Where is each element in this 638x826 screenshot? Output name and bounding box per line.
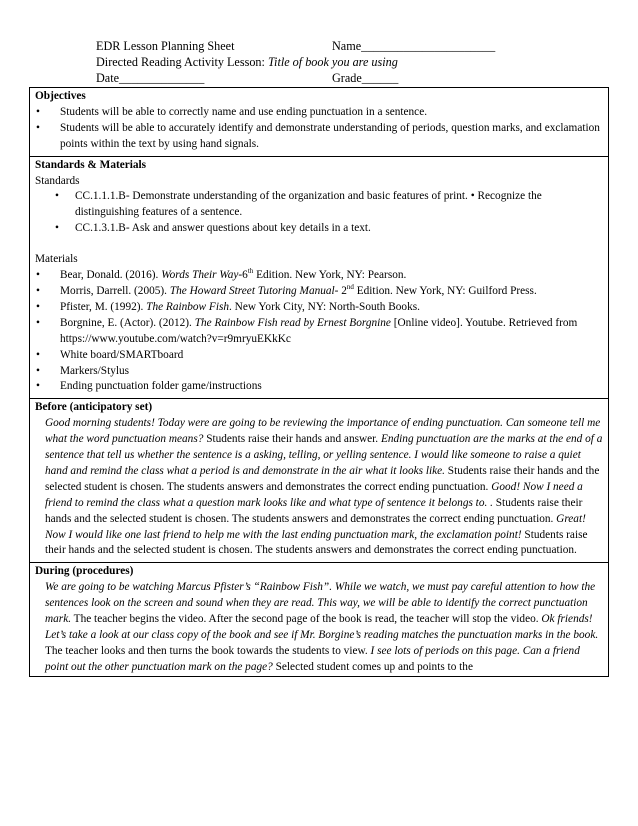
objectives-heading: Objectives <box>35 90 86 102</box>
name-field: Name______________________ <box>332 39 496 53</box>
material-item: • Ending punctuation folder game/instructions <box>35 379 604 395</box>
lesson-plan-table <box>29 87 609 677</box>
before-heading: Before (anticipatory set) <box>35 401 153 414</box>
during-text: We are going to be watching Marcus Pfister’s “Rainbow Fish”. While we watch, we must pay careful attention to how the sentences look on the screen and sound when they are read. This way, we will be able to identify the correct punctuation mark. The teacher begins the video. After the second page of the book is read, the teacher will stop the video. Ok friends! Let’s take a look at our class copy of the book and see if Mr. Borgine’s reading matches the punctuation marks in the book. The teacher looks and then turns the book towards the students to view. I see lots of periods on this page. Can a friend point out the other punctuation mark on the page? Selected student comes up and points to the <box>45 581 599 673</box>
standard-item: • CC.1.1.1.B- Demonstrate understanding of the organization and basic features of print. • Recognize the distinguishing features of a sentence. <box>35 189 604 221</box>
date-field: Date______________ <box>96 71 205 85</box>
material-item: • Markers/Stylus <box>35 364 604 380</box>
material-item: • Bear, Donald. (2016). Words Their Way-6th Edition. New York, NY: Pearson. <box>35 268 604 284</box>
before-section <box>30 399 608 563</box>
standards-materials-heading: Standards & Materials <box>35 158 147 171</box>
header <box>96 38 496 86</box>
before-text: Good morning students! Today were are going to be reviewing the importance of ending punctuation. Can someone tell me what the word punctuation means? Students raise their hands and answer. Ending punctuation are the marks at the end of a sentence that tell us whether the sentence is a asking, telling, or yelling sentence. I would like someone to raise a quiet hand and remind the class what a period is and demonstrate in the air what it looks like. Students raise their hands and the selected student is chosen. The students answers and demonstrates the correct ending punctuation. Good! Now I need a friend to remind the class what a question mark looks like and what type of sentence it belongs to. . Students raise their hands and the selected student is chosen. The students answers and demonstrates the correct ending punctuation. Great! Now I would like one last friend to help me with the last ending punctuation mark, the exclamation point! Students raise their hands and the selected student is chosen. The students answers and demonstrates the correct ending punctuation. <box>45 417 603 557</box>
objective-item: • Students will be able to correctly name and use ending punctuation in a sentence. <box>35 105 604 121</box>
material-item: • Borgnine, E. (Actor). (2012). The Rainbow Fish read by Ernest Borgnine [Online video]. Youtube. Retrieved from https://www.youtube.com/watch?v=r9mryuEKkKc <box>35 316 604 348</box>
lesson-label: Directed Reading Activity Lesson: <box>96 55 268 69</box>
objectives-section <box>30 88 608 157</box>
standards-materials-section <box>30 157 608 400</box>
standard-item: • CC.1.3.1.B- Ask and answer questions about key details in a text. <box>35 221 604 237</box>
sheet-title: EDR Lesson Planning Sheet <box>96 39 235 53</box>
material-item: • White board/SMARTboard <box>35 348 604 364</box>
grade-field: Grade______ <box>332 71 399 85</box>
during-heading: During (procedures) <box>35 565 134 578</box>
lesson-book-title: Title of book you are using <box>267 55 398 69</box>
materials-label: Materials <box>35 253 78 266</box>
during-section <box>30 563 608 676</box>
objective-item: • Students will be able to accurately identify and demonstrate understanding of periods, question marks, and exclamation points within the text by using hand signals. <box>35 121 604 153</box>
material-item: • Morris, Darrell. (2005). The Howard Street Tutoring Manual- 2nd Edition. New York, NY: Guilford Press. <box>35 284 604 300</box>
material-item: • Pfister, M. (1992). The Rainbow Fish. New York City, NY: North-South Books. <box>35 300 604 316</box>
standards-label: Standards <box>35 174 80 187</box>
